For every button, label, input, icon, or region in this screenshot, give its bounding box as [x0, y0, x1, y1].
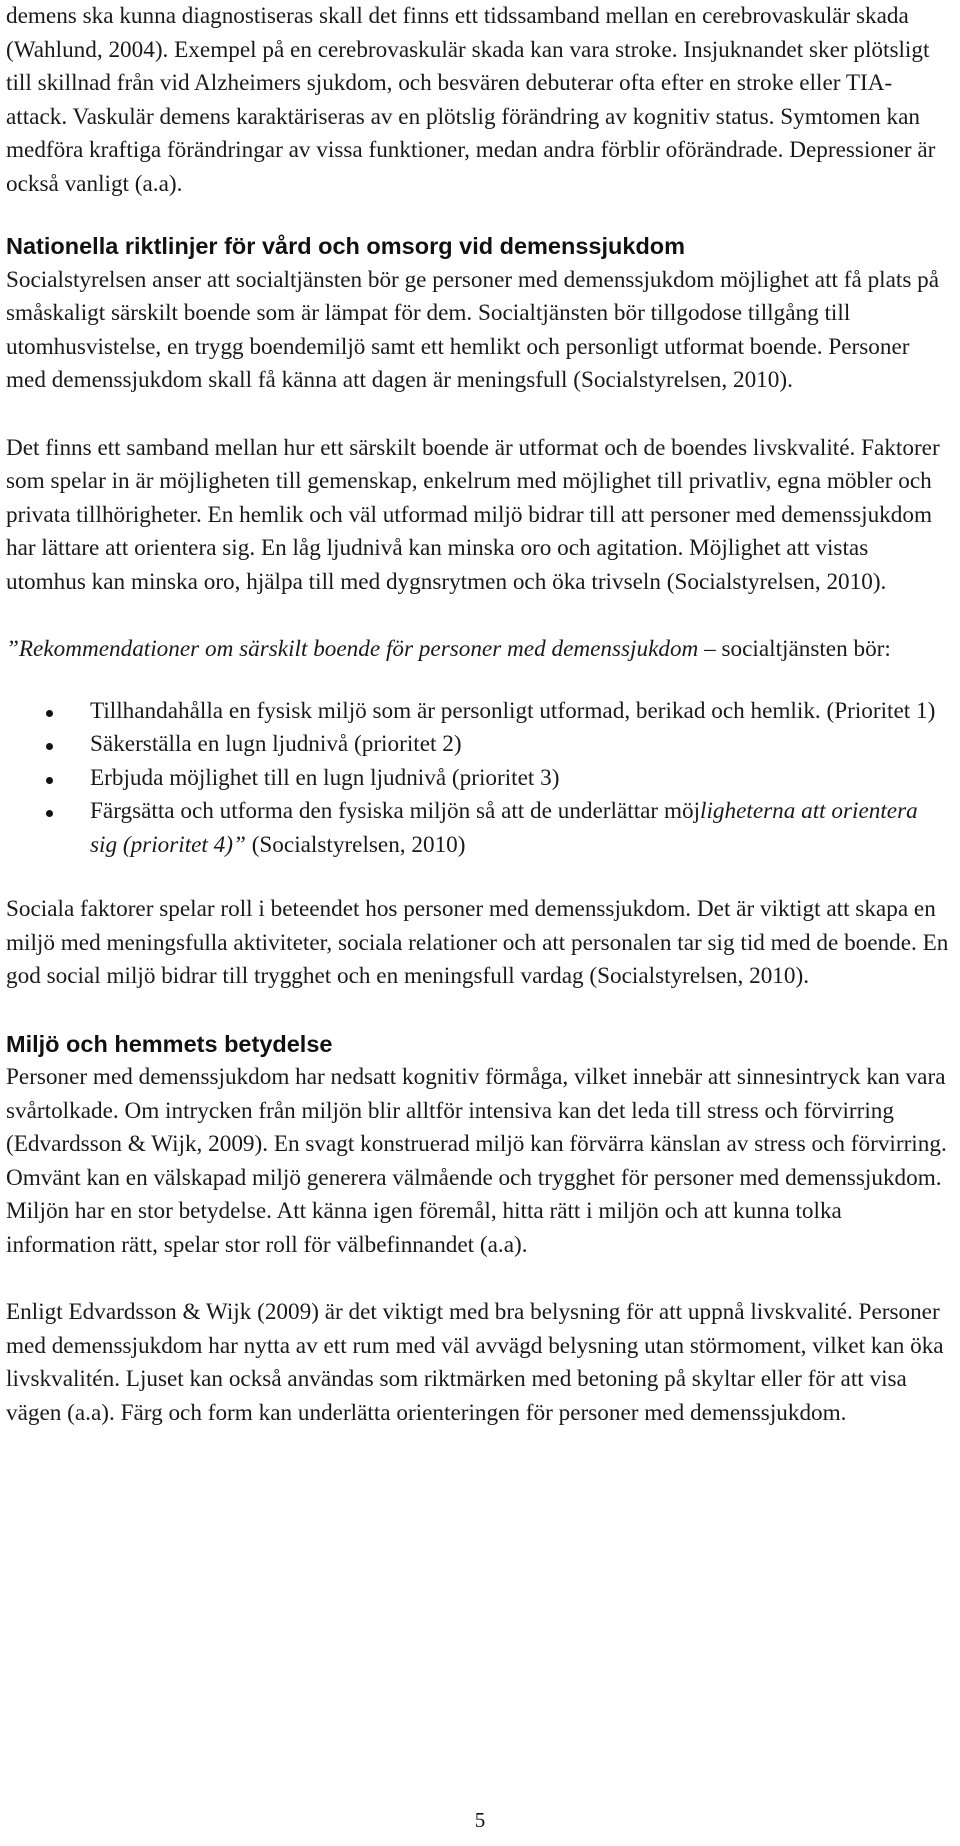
document-page — [6, 0, 950, 1430]
bullet-icon — [46, 777, 53, 784]
list-item-text: Erbjuda möjlighet till en lugn ljudnivå (prioritet 3) — [90, 764, 560, 791]
recommendations-list — [6, 695, 950, 863]
list-item — [6, 695, 950, 729]
bullet-icon — [46, 810, 53, 817]
list-item-text: Tillhandahålla en fysisk miljö som är personligt utformad, berikad och hemlik. (Prioritet 1) — [90, 697, 936, 724]
recommendations-title — [6, 633, 950, 667]
list-item-text-italic: ligheterna att orientera sig (prioritet 4)” — [90, 798, 918, 858]
paragraph-samband: Det finns ett samband mellan hur ett särskilt boende är utformat och de boendes livskvalité. Faktorer som spelar in är möjligheten till gemenskap, enkelrum med möjlighet till privatliv, egna möbler och privata tillhörigheter. En hemlik och väl utformad miljö bidrar till att personer med demenssjukdom har lättare att orientera sig. En låg ljudnivå kan minska oro och agitation. Möjlighet att vistas utomhus kan minska oro, hjälpa till med dygnsrytmen och öka trivseln (Socialstyrelsen, 2010). — [6, 434, 940, 595]
intro-paragraph: demens ska kunna diagnostiseras skall det finns ett tidssamband mellan en cerebrovaskulär skada (Wahlund, 2004). Exempel på en cerebrovaskulär skada kan vara stroke. Insjuknandet sker plötsligt till skillnad från vid Alzheimers sjukdom, och besvären debuterar ofta efter en stroke eller TIA-attack. Vaskulär demens karaktäriseras av en plötslig förändring av kognitiv status. Symtomen kan medföra kraftiga förändringar av vissa funktioner, medan andra förblir oförändrade. Depressioner är också vanligt (a.a). — [6, 3, 936, 197]
list-item — [6, 728, 950, 762]
bullet-icon — [46, 743, 53, 750]
paragraph-sociala-faktorer: Sociala faktorer spelar roll i beteendet hos personer med demenssjukdom. Det är viktigt att skapa en miljö med meningsfulla aktiviteter, sociala relationer och att personalen tar sig tid med de boende. En god social miljö bidrar till trygghet och en meningsfull vardag (Socialstyrelsen, 2010). — [6, 896, 949, 989]
recommendations-title-rest: – socialtjänsten bör: — [698, 636, 891, 662]
list-item-text: Säkerställa en lugn ljudnivå (prioritet 2) — [90, 731, 462, 757]
bullet-icon — [46, 710, 53, 717]
list-item — [6, 795, 950, 862]
section-heading-riktlinjer: Nationella riktlinjer för vård och omsorg vid demenssjukdom — [6, 233, 686, 259]
list-item-citation: (Socialstyrelsen, 2010) — [245, 831, 466, 858]
recommendations-title-italic: ”Rekommendationer om särskilt boende för personer med demenssjukdom — [6, 636, 699, 662]
paragraph-socialstyrelsen: Socialstyrelsen anser att socialtjänsten bör ge personer med demenssjukdom möjlighet att få plats på småskaligt särskilt boende som är lämpat för dem. Socialtjänsten bör tillgodose tillgång till utomhusvistelse, en trygg boendemiljö samt ett hemlikt och personligt utformat boende. Personer med demenssjukdom skall få känna att dagen är meningsfull (Socialstyrelsen, 2010). — [6, 266, 940, 393]
page-number: 5 — [474, 1808, 486, 1832]
section-heading-miljo: Miljö och hemmets betydelse — [6, 1030, 333, 1057]
list-item — [6, 762, 950, 796]
paragraph-belysning: Enligt Edvardsson & Wijk (2009) är det viktigt med bra belysning för att uppnå livskvalité. Personer med demenssjukdom har nytta av ett rum med väl avvägd belysning utan störmoment, vilket kan öka livskvalitén. Ljuset kan också användas som riktmärken med betoning på skyltar eller för att visa vägen (a.a). Färg och form kan underlätta orienteringen för personer med demenssjukdom. — [6, 1299, 944, 1426]
list-item-text: Färgsätta och utforma den fysiska miljön så att de underlättar möj — [90, 798, 701, 824]
paragraph-kognitiv-formaga: Personer med demenssjukdom har nedsatt kognitiv förmåga, vilket innebär att sinnesintryck kan vara svårtolkade. Om intrycken från miljön blir alltför intensiva kan det leda till stress och förvirring (Edvardsson & Wijk, 2009). En svagt konstruerad miljö kan förvärra känslan av stress och förvirring. Omvänt kan en välskapad miljö generera välmående och trygghet för personer med demenssjukdom. Miljön har en stor betydelse. Att känna igen föremål, hitta rätt i miljön och att kunna tolka information rätt, spelar stor roll för välbefinnandet (a.a). — [6, 1064, 947, 1258]
